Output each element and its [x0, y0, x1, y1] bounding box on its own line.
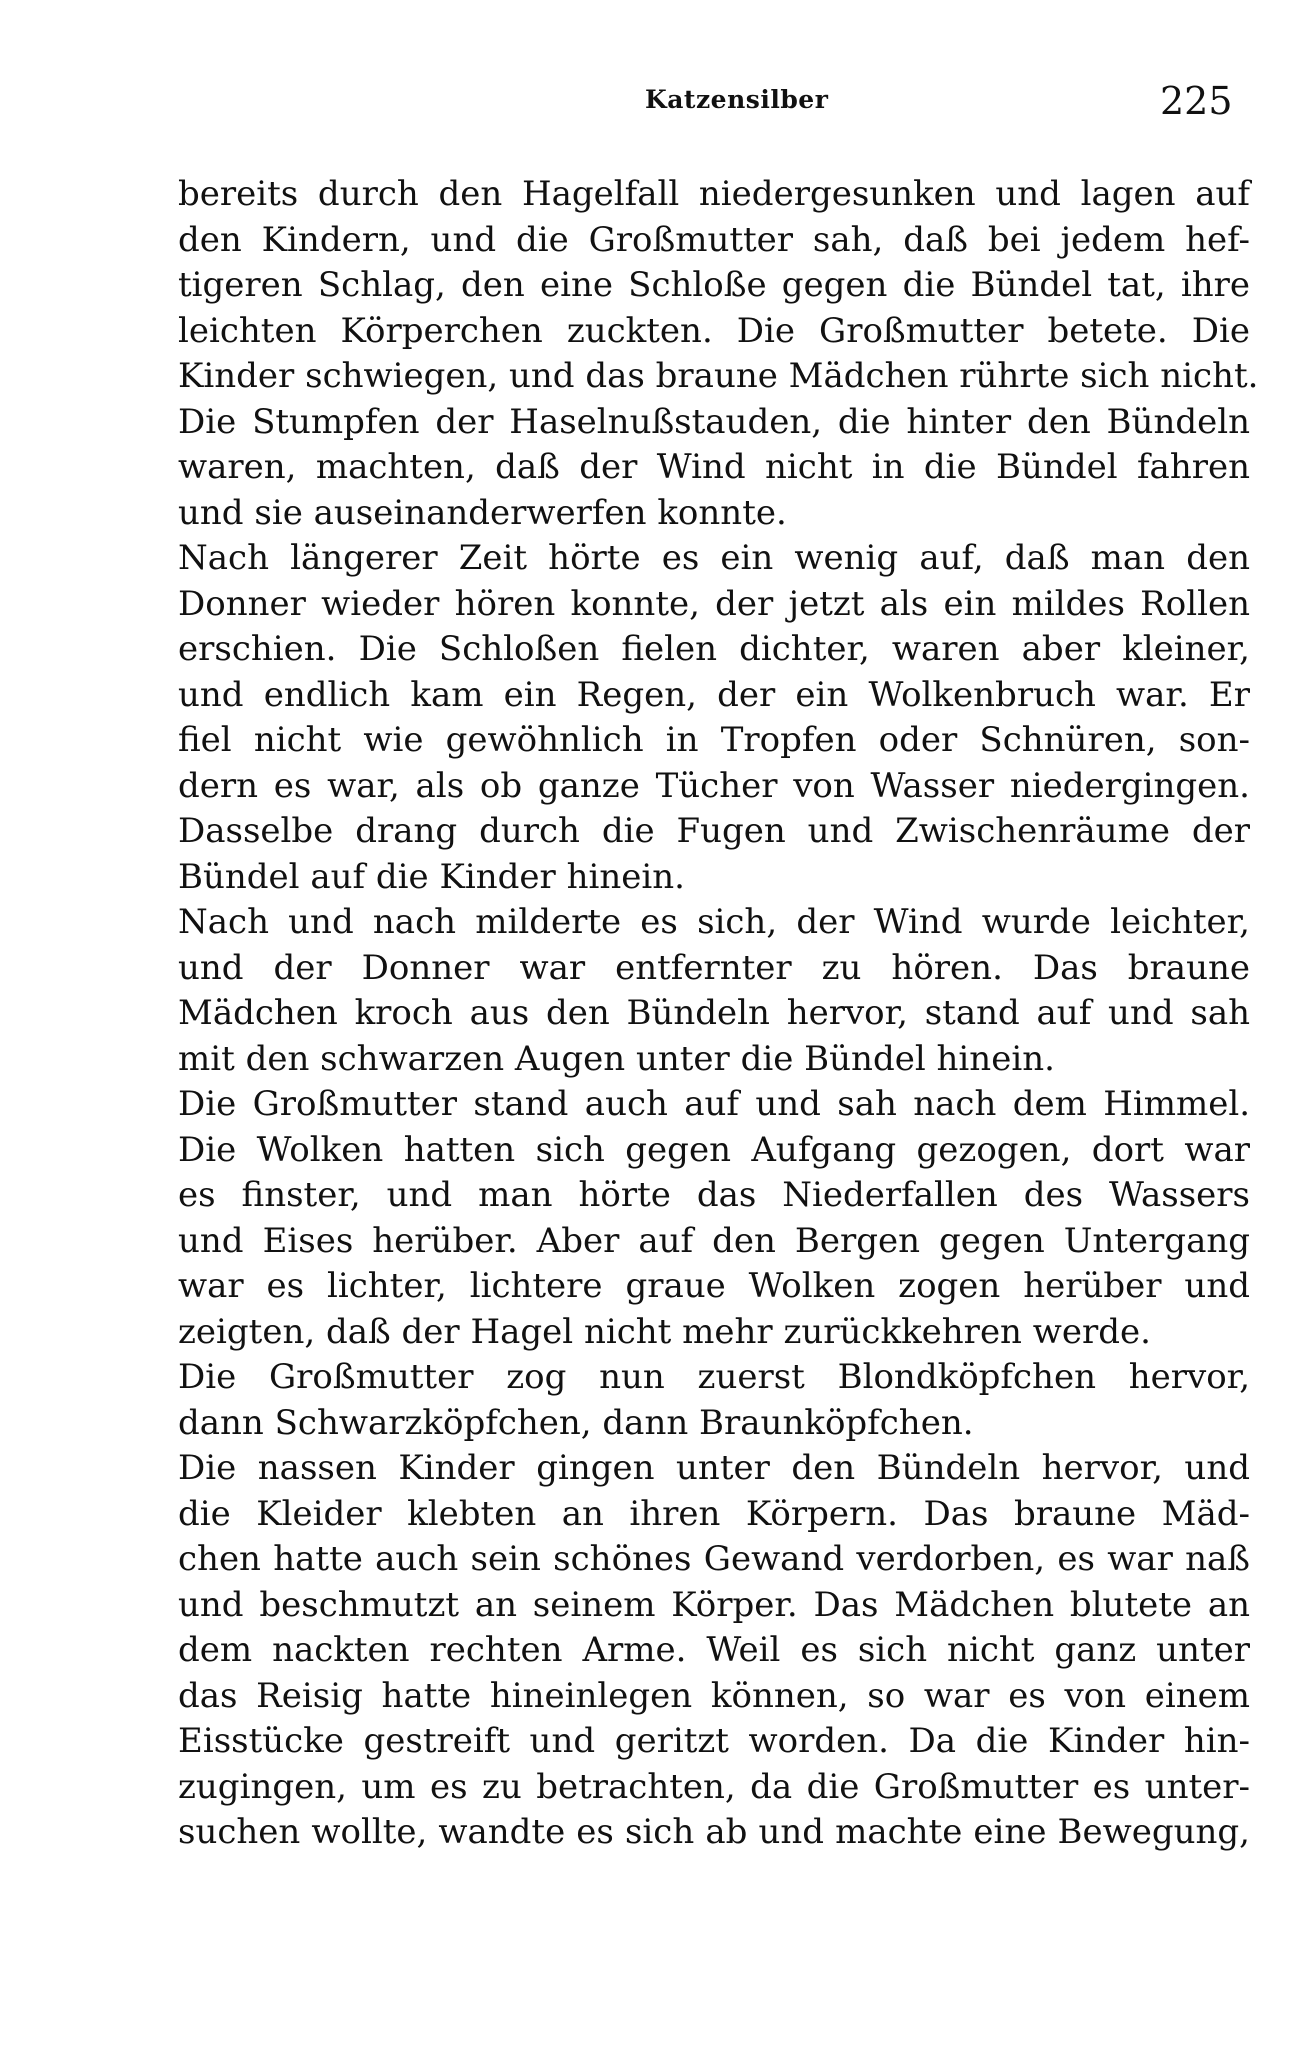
text-line: fiel nicht wie gewöhnlich in Tropfen oder Schnüren, son-: [178, 720, 1250, 760]
text-line: leichten Körperchen zuckten. Die Großmutter betete. Die: [178, 310, 1250, 351]
text-line: mit den schwarzen Augen unter die Bündel hinein.: [178, 1038, 1055, 1079]
text-line: und sie auseinanderwerfen konnte.: [178, 492, 787, 533]
running-title: Katzensilber: [645, 85, 829, 114]
text-line: tigeren Schlag, den eine Schloße gegen die Bündel tat, ihre: [178, 265, 1250, 305]
text-line: die Kleider klebten an ihren Körpern. Das braune Mäd-: [178, 1493, 1250, 1534]
text-line: war es lichter, lichtere graue Wolken zogen herüber und: [178, 1266, 1250, 1306]
text-line: Die nassen Kinder gingen unter den Bündeln hervor, und: [178, 1448, 1250, 1488]
text-line: chen hatte auch sein schönes Gewand verdorben, es war naß: [178, 1539, 1250, 1579]
text-line: Dasselbe drang durch die Fugen und Zwischenräume der: [178, 811, 1250, 851]
text-line: Die Stumpfen der Haselnußstauden, die hinter den Bündeln: [178, 401, 1250, 442]
text-line: dem nackten rechten Arme. Weil es sich nicht ganz unter: [178, 1630, 1250, 1670]
text-line: Nach und nach milderte es sich, der Wind wurde leichter,: [178, 902, 1250, 942]
text-line: zeigten, daß der Hagel nicht mehr zurückkehren werde.: [178, 1311, 1151, 1352]
text-line: waren, machten, daß der Wind nicht in die Bündel fahren: [178, 447, 1250, 487]
page-header: [0, 79, 1310, 125]
text-line: es finster, und man hörte das Niederfallen des Wassers: [178, 1175, 1250, 1215]
text-line: Kinder schwiegen, und das braune Mädchen rührte sich nicht.: [178, 356, 1259, 396]
text-line: den Kindern, und die Großmutter sah, daß bei jedem hef-: [178, 219, 1250, 260]
text-line: und endlich kam ein Regen, der ein Wolkenbruch war. Er: [178, 674, 1250, 715]
text-line: und beschmutzt an seinem Körper. Das Mädchen blutete an: [178, 1584, 1250, 1625]
text-line: das Reisig hatte hineinlegen können, so war es von einem: [178, 1675, 1250, 1716]
body-text: [178, 172, 1259, 1856]
text-line: dern es war, als ob ganze Tücher von Wasser niedergingen.: [178, 765, 1250, 806]
text-line: erschien. Die Schloßen fielen dichter, waren aber kleiner,: [178, 629, 1250, 669]
text-line: bereits durch den Hagelfall niedergesunken und lagen auf: [178, 174, 1250, 214]
text-line: zugingen, um es zu betrachten, da die Großmutter es unter-: [178, 1766, 1250, 1807]
text-line: Die Großmutter stand auch auf und sah nach dem Himmel.: [178, 1084, 1250, 1124]
text-line: und Eises herüber. Aber auf den Bergen gegen Untergang: [178, 1220, 1250, 1261]
text-line: dann Schwarzköpfchen, dann Braunköpfchen.: [178, 1402, 974, 1443]
text-line: Die Wolken hatten sich gegen Aufgang gezogen, dort war: [178, 1129, 1250, 1170]
text-line: Nach längerer Zeit hörte es ein wenig auf, daß man den: [178, 538, 1250, 578]
text-line: und der Donner war entfernter zu hören. Das braune: [178, 947, 1250, 988]
page-number: 225: [1160, 79, 1233, 123]
text-line: Bündel auf die Kinder hinein.: [178, 856, 685, 897]
text-line: Eisstücke gestreift und geritzt worden. Da die Kinder hin-: [178, 1721, 1250, 1761]
text-line: Donner wieder hören konnte, der jetzt als ein mildes Rollen: [178, 583, 1250, 624]
text-line: suchen wollte, wandte es sich ab und machte eine Bewegung,: [178, 1812, 1250, 1852]
text-line: Mädchen kroch aus den Bündeln hervor, stand auf und sah: [178, 993, 1250, 1033]
text-line: Die Großmutter zog nun zuerst Blondköpfchen hervor,: [178, 1357, 1250, 1397]
